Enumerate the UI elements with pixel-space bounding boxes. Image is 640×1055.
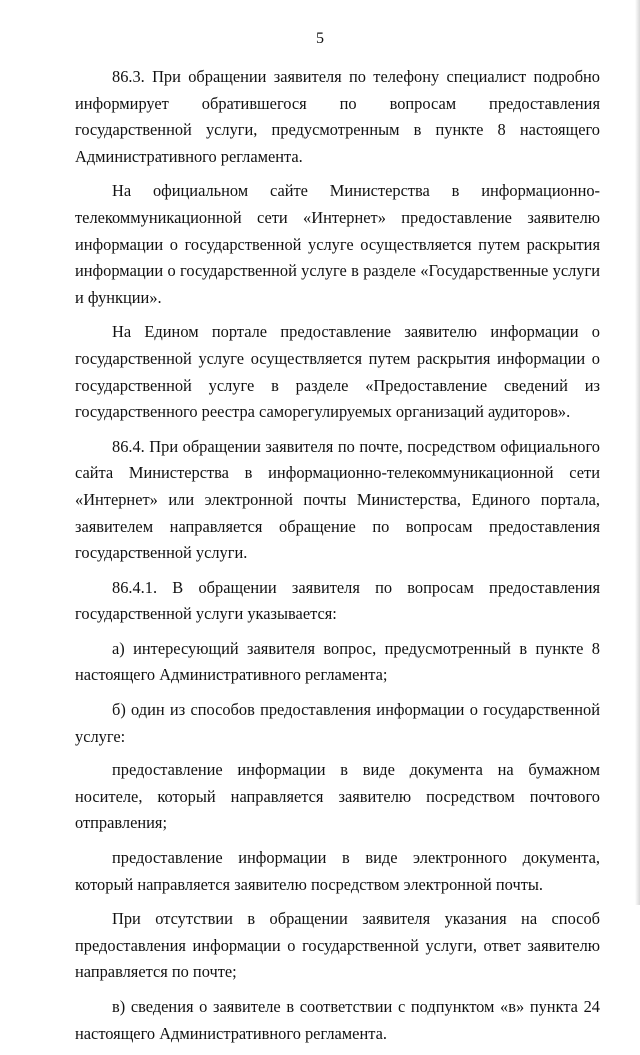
page-number: 5	[316, 30, 324, 47]
paragraph-electronic-document: предоставление информации в виде электронного документа, который направляется заявителю посредством электронной почты.	[75, 848, 600, 894]
paragraph-86-4-1: 86.4.1. В обращении заявителя по вопросам предоставления государственной услуги указывается:	[75, 577, 600, 624]
list-item-a: а) интересующий заявителя вопрос, предусмотренный в пункте 8 настоящего Административного регламента;	[75, 638, 600, 685]
paragraph-no-method-specified: При отсутствии в обращении заявителя указания на способ предоставления информации о государственной услуги, ответ заявителю направляется по почте;	[75, 909, 600, 982]
paragraph-paper-document: предоставление информации в виде документа на бумажном носителе, который направляется заявителю посредством почтового отправления;	[75, 760, 600, 833]
paragraph-unified-portal: На Едином портале предоставление заявителю информации о государственной услуге осуществляется путем раскрытия информации о государственной услуге в разделе «Предоставление сведений из государственного реестра саморегулируемых организаций аудиторов».	[75, 322, 600, 422]
paragraph-ministry-website: На официальном сайте Министерства в информационно-телекоммуникационной сети «Интернет» предоставление заявителю информации о государственной услуге осуществляется путем раскрытия информации о государственной услуге в разделе «Государственные услуги и функции».	[75, 181, 600, 307]
list-item-v: в) сведения о заявителе в соответствии с подпунктом «в» пункта 24 настоящего Административного регламента.	[75, 997, 600, 1043]
list-item-b: б) один из способов предоставления информации о государственной услуге:	[75, 700, 600, 746]
paragraph-86-4: 86.4. При обращении заявителя по почте, посредством официального сайта Министерства в информационно-телекоммуникационной сети «Интернет» или электронной почты Министерства, Единого портала, заявителем направляется обращение по вопросам предоставления государственной услуги.	[75, 436, 600, 563]
document-body	[75, 64, 600, 1055]
paragraph-86-3: 86.3. При обращении заявителя по телефону специалист подробно информирует обратившегося по вопросам предоставления государственной услуги, предусмотренным в пункте 8 настоящего Административного регламента.	[75, 67, 600, 166]
page-edge-shadow	[635, 0, 640, 905]
